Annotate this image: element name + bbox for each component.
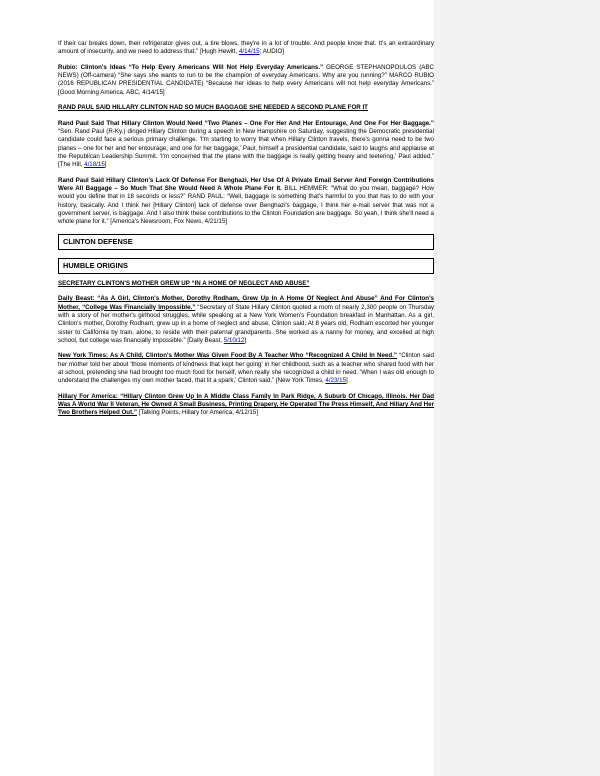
entry-text-end: ] bbox=[244, 336, 247, 344]
paragraph-hewitt-quote bbox=[58, 40, 434, 57]
subsection-heading-mother-neglect-abuse: SECRETARY CLINTON'S MOTHER GREW UP “IN A HOME OF NEGLECT AND ABUSE” bbox=[58, 279, 310, 287]
entry-hillary-for-america bbox=[58, 393, 434, 418]
paragraph-text: GEORGE STEPHANOPOULOS (ABC NEWS) (Off-camera) “She says she wants to run to be the champion of everyday Americans. Why are you running?” MARCO RUBIO (2016 REPUBLICAN PRESIDENTIAL CANDIDATE) “Because her ideas to help every Americans will not help everyday Americans.” [Good Morning America, ABC, 4/14/15] bbox=[58, 63, 434, 96]
entry-new-york-times bbox=[58, 352, 434, 385]
entry-text: “Secretary of State Hillary Clinton quoted a room of nearly 2,300 people on Thursday with a story of her mother's girlhood struggles, while speaking at a New York Women's Foundation breakfast in Manhattan. As a girl, Clinton's mother, Dorothy Rodham, grew up in a home of neglect and abuse, Clinton said. At 8 years old, Rodham escorted her younger sister to California by train, alone, to reside with their paternal grandparents. She worked as a nanny for money, and excelled at high school, but college was financially impossible.” [Daily Beast, bbox=[58, 303, 434, 344]
paragraph-lead-bold: Rand Paul Said Hillary Clinton's Lack Of Defense For Benghazi, Her Use Of A Private Email Server And Foreign Contributions Were All Baggage – So Much That She Would Need A Whole Plane For It. bbox=[58, 176, 434, 193]
headline-rand-paul-baggage: RAND PAUL SAID HILLARY CLINTON HAD SO MUCH BAGGAGE SHE NEEDED A SECOND PLANE FOR IT bbox=[58, 104, 368, 112]
entry-lead-bold: New York Times: As A Child, Clinton's Mother Was Given Food By A Teacher Who “Recognized A Child In Need.” bbox=[58, 352, 397, 360]
section-heading-clinton-defense: CLINTON DEFENSE bbox=[58, 234, 434, 250]
entry-daily-beast bbox=[58, 295, 434, 345]
entry-text-end: ] bbox=[346, 377, 348, 385]
paragraph-text-end: ; AUDIO] bbox=[259, 48, 285, 56]
entry-lead-bold: Hillary For America: “Hillary Clinton Grew Up In A Middle Class Family In Park Ridge, A Suburb Of Chicago, Illinois. Her Dad Was A World War II Veteran, He Owned A Small Business, Printing Drapery, He Operated The Press Himself, And Hillary And Her Two Brothers Helped Out.” bbox=[58, 392, 434, 417]
paragraph-text: BILL HEMMER: “What do you mean, baggage? How would you define that in 18 seconds or less?” RAND PAUL: “Well, baggage is something that's harmful to you that has to do with your history, basically. And I think her [Hillary Clinton] lack of defense over Benghazi's baggage, I think her e-mail server that was not a government server, is baggage. And I also think these contributions to the Clinton Foundation are baggage. So yeah, I think she'll need a whole plane for it.” [America's Newsroom, Fox News, 4/21/15] bbox=[58, 185, 434, 226]
paragraph-two-planes bbox=[58, 120, 434, 170]
page-right-gutter bbox=[434, 0, 600, 776]
paragraph-text: If their car breaks down, their refrigerator gives out, a tire blows, they're in a lot of trouble. And people know that. It's an extraordinary amount of insecurity, and we need to address that." [Hugh Hewitt, bbox=[58, 40, 434, 56]
section-heading-humble-origins: HUMBLE ORIGINS bbox=[58, 258, 434, 274]
entry-lead-bold: Daily Beast: “As A Girl, Clinton's Mother, Dorothy Rodham, Grew Up In A Home Of Neglect And Abuse” And For Clinton's Mother, “College Was Financially Impossible.” bbox=[58, 295, 434, 311]
paragraph-text: “Sen. Rand Paul (R-Ky.) dinged Hillary Clinton during a speech in New Hampshire on Saturday, suggesting the Democratic presidential candidate could face a serious primary challenge. 'I'm starting to worry that when Hillary Clinton travels, there's gonna need to be two planes – one for her and her entourage, and one for her baggage,' Paul, himself a presidential candidate, said to laughs and applause at the Republican Leadership Summit. 'I'm concerned that the plane with the baggage is really getting heavy and teetering,' Paul added.” [The Hill, bbox=[58, 127, 434, 169]
document-content bbox=[58, 40, 434, 425]
entry-text: [Talking Points, Hillary for America, 4/12/15] bbox=[136, 409, 259, 417]
paragraph-text-end: ] bbox=[104, 161, 107, 169]
citation-link[interactable]: 5/10/12 bbox=[223, 336, 245, 344]
entry-text: “Clinton said her mother told her about 'those moments of kindness that kept her going' in her childhood, such as a teacher who shared food with her at school, pretending she had brought too much food for herself, when really she recognized a child in need. 'When I was old enough to understand the challenges my own mother faced, that lit a spark,' Clinton said.” [New York Times, bbox=[58, 352, 434, 385]
paragraph-benghazi-baggage bbox=[58, 177, 434, 227]
paragraph-lead-bold: Rand Paul Said That Hillary Clinton Would Need “Two Planes – One For Her And Her Entourage, And One For Her Baggage.” bbox=[58, 119, 434, 127]
paragraph-lead-bold: Rubio: Clinton's Ideas “To Help Every Americans Will Not Help Everyday Americans.” bbox=[58, 63, 324, 71]
citation-link[interactable]: 4/23/15 bbox=[325, 377, 347, 385]
citation-link[interactable]: 4/18/15 bbox=[84, 161, 105, 169]
paragraph-rubio-clinton-ideas bbox=[58, 64, 434, 97]
citation-link[interactable]: 4/14/15 bbox=[238, 48, 260, 56]
